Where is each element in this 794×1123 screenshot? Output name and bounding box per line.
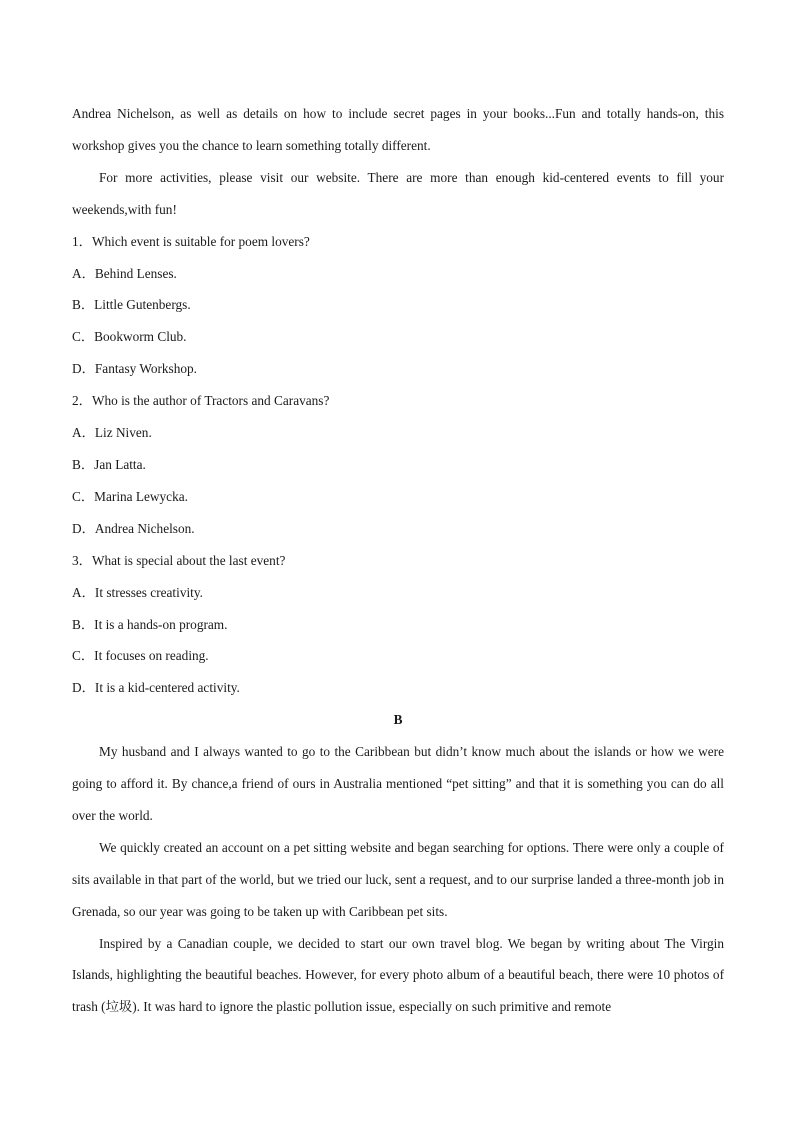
question-stem: 2．Who is the author of Tractors and Caravans?	[72, 393, 330, 409]
question-stem: 1．Which event is suitable for poem lovers?	[72, 233, 310, 249]
intro-paragraph-1: Andrea Nichelson, as well as details on how to include secret pages in your books...Fun and totally hands-on, this workshop gives you the chance to learn something totally different.	[72, 106, 724, 153]
document-body	[72, 98, 724, 1023]
option-a: A．It stresses creativity.	[72, 584, 203, 600]
option-d: D．It is a kid-centered activity.	[72, 680, 240, 696]
option-a: A．Liz Niven.	[72, 425, 152, 441]
option-b: B．Jan Latta.	[72, 456, 146, 472]
option-b: B．It is a hands-on program.	[72, 616, 228, 632]
intro-paragraph-2: For more activities, please visit our website. There are more than enough kid-centered events to fill your weekends,with fun!	[72, 169, 724, 217]
option-c: C．It focuses on reading.	[72, 648, 209, 664]
option-d: D．Andrea Nichelson.	[72, 520, 195, 536]
option-a: A．Behind Lenses.	[72, 265, 177, 281]
question-stem: 3．What is special about the last event?	[72, 552, 286, 568]
question-1	[72, 226, 724, 386]
question-3	[72, 545, 724, 705]
section-heading: B	[393, 712, 403, 728]
option-c: C．Bookworm Club.	[72, 329, 187, 345]
passage-paragraph-1: My husband and I always wanted to go to the Caribbean but didn’t know much about the islands or how we were going to afford it. By chance,a friend of ours in Australia mentioned “pet sitting” and that it is something you can do all over the world.	[72, 744, 724, 823]
question-2	[72, 385, 724, 545]
option-d: D．Fantasy Workshop.	[72, 361, 198, 377]
passage-paragraph-3: Inspired by a Canadian couple, we decided to start our own travel blog. We began by writing about The Virgin Islands, highlighting the beautiful beaches. However, for every photo album of a beautiful beach, there were 10 photos of trash (垃圾). It was hard to ignore the plastic pollution issue, especially on such primitive and remote	[72, 935, 724, 1015]
option-c: C．Marina Lewycka.	[72, 488, 188, 504]
passage-paragraph-2: We quickly created an account on a pet sitting website and began searching for options. There were only a couple of sits available in that part of the world, but we tried our luck, sent a request, and to our surprise landed a three-month job in Grenada, so our year was going to be taken up with Caribbean pet sits.	[72, 839, 724, 919]
option-b: B．Little Gutenbergs.	[72, 297, 191, 313]
